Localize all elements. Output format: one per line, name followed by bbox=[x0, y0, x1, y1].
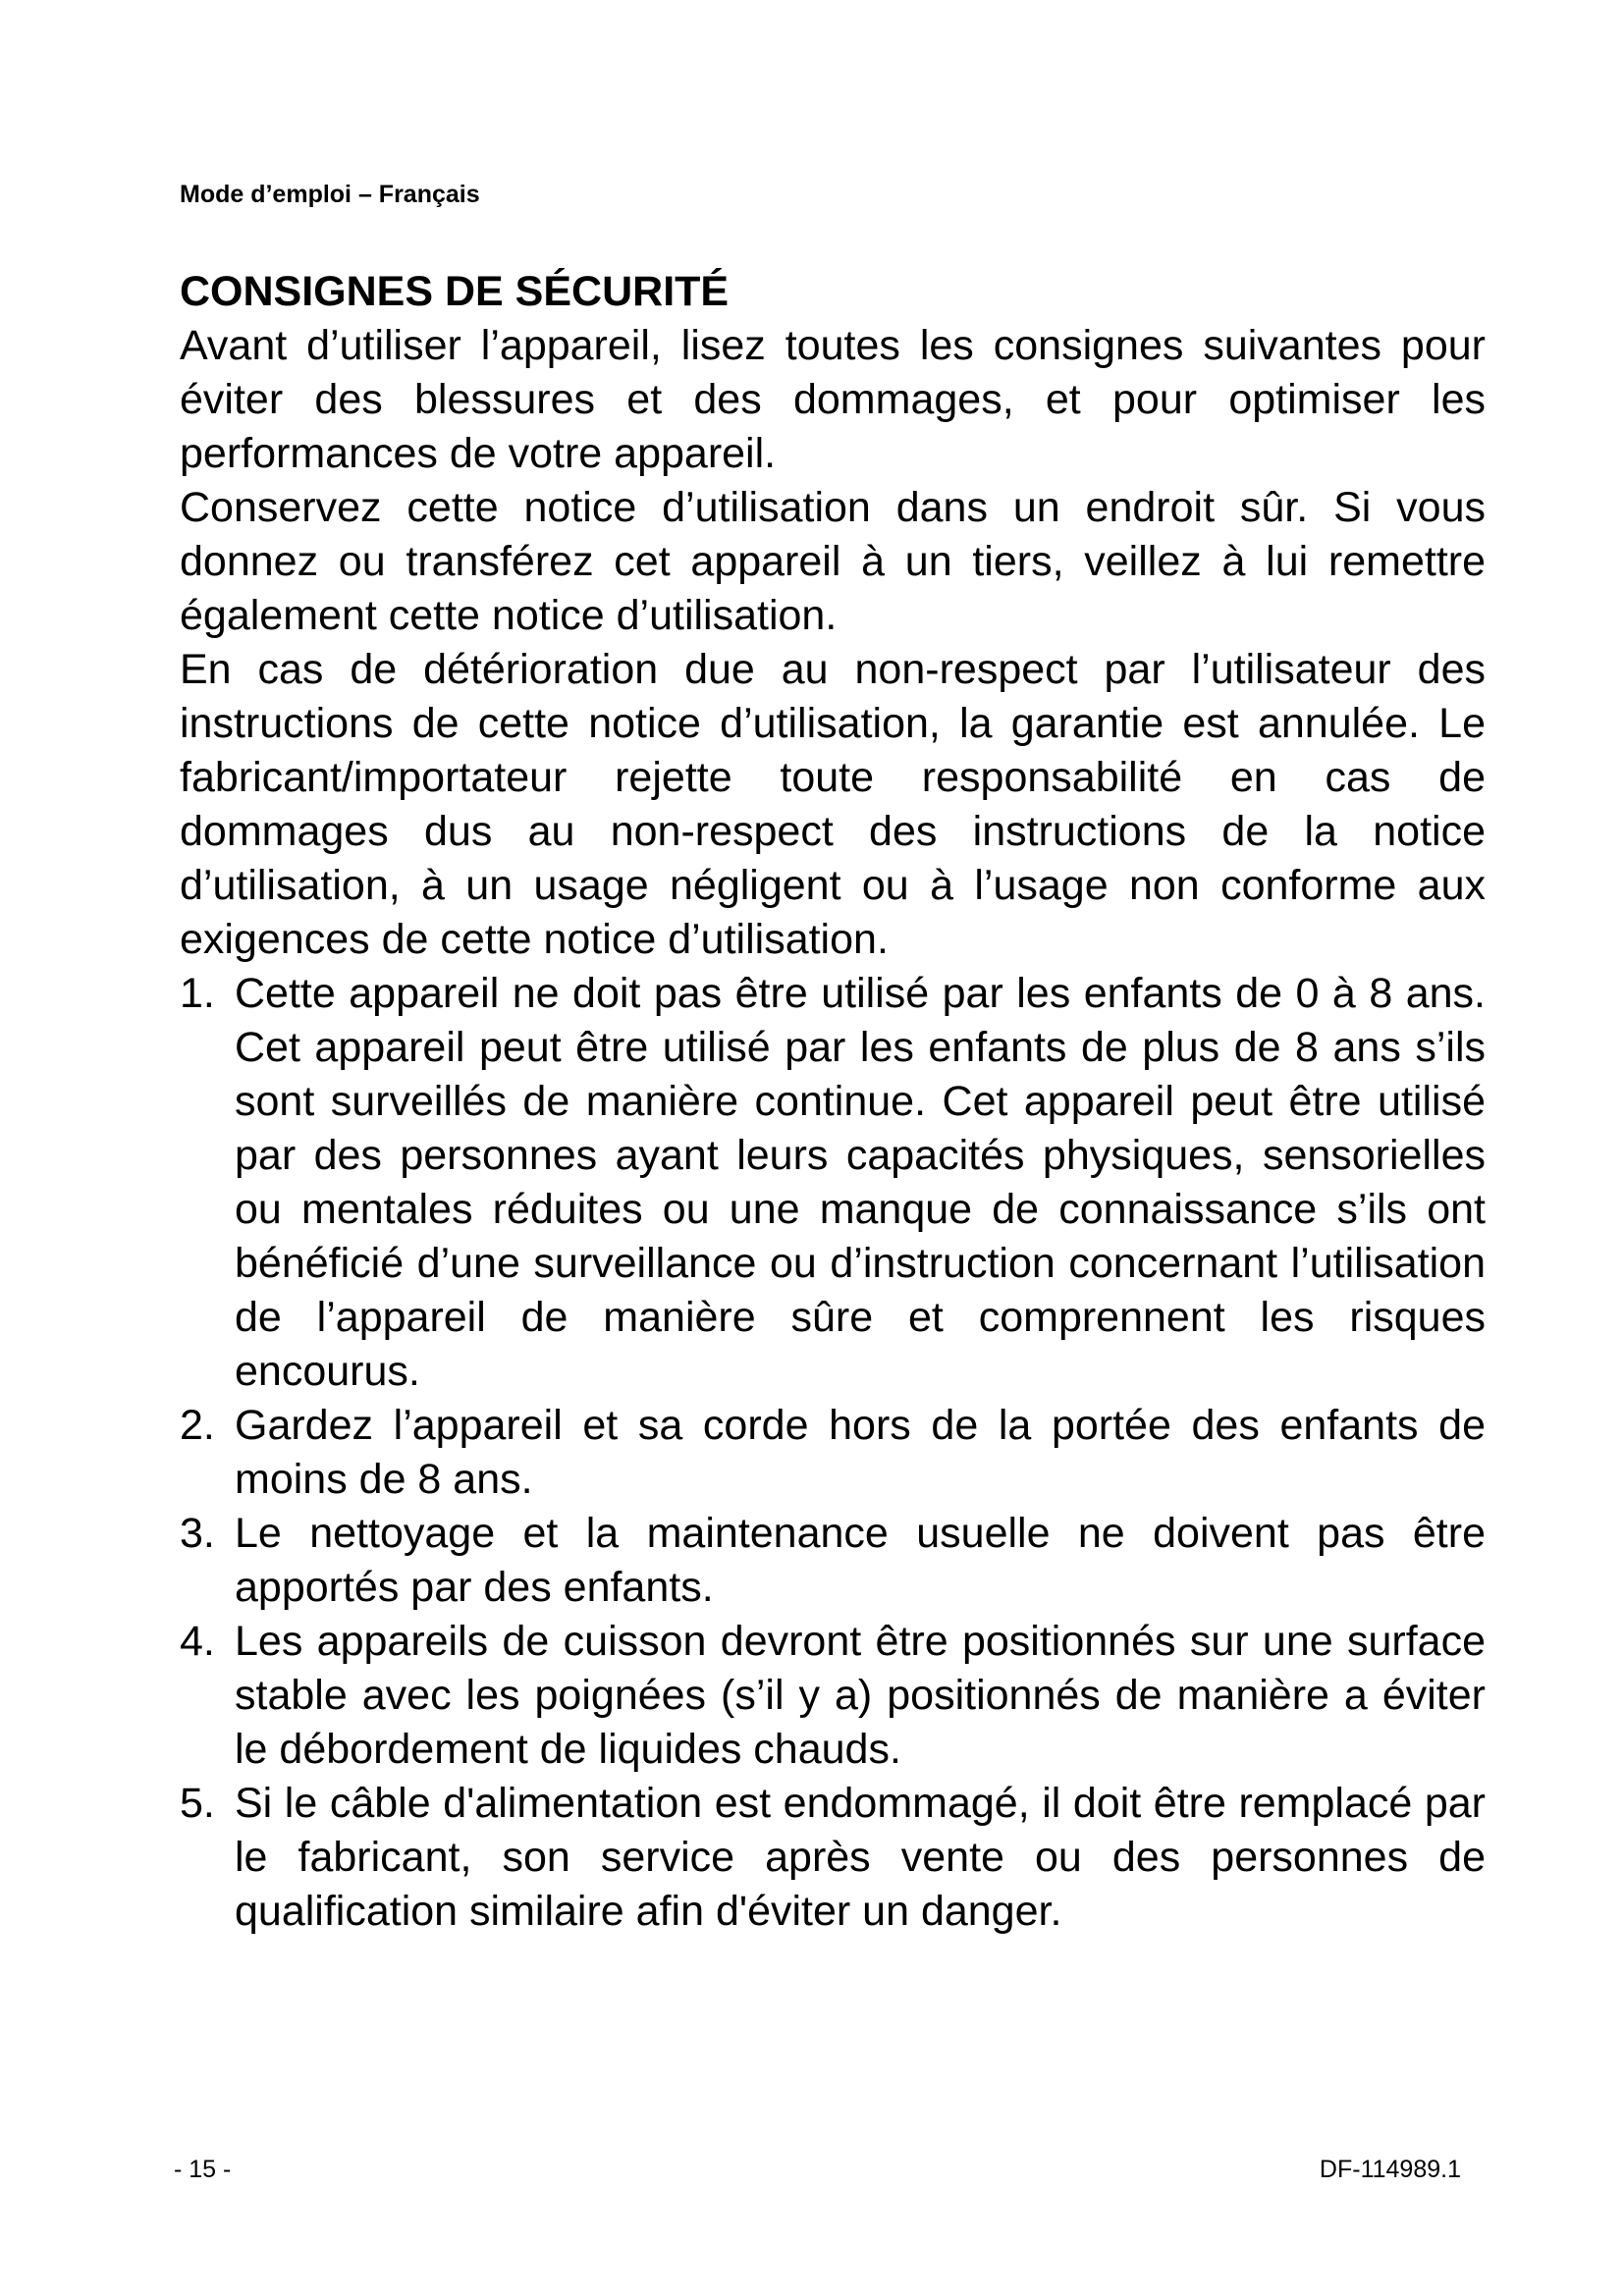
list-item-number: 2. bbox=[180, 1402, 215, 1449]
list-item bbox=[180, 1399, 1486, 1507]
list-item bbox=[180, 1615, 1486, 1777]
list-item-number: 3. bbox=[180, 1510, 215, 1557]
list-item-text: Le nettoyage et la maintenance usuelle ne doivent pas être apportés par des enfants. bbox=[235, 1510, 1486, 1611]
list-item-number: 1. bbox=[180, 970, 215, 1017]
page-number: - 15 - bbox=[174, 2156, 232, 2183]
list-item bbox=[180, 1777, 1486, 1939]
list-item bbox=[180, 967, 1486, 1399]
list-item-number: 5. bbox=[180, 1780, 215, 1827]
list-item-text: Les appareils de cuisson devront être positionnés sur une surface stable avec les poignées (s’il y a) positionnés de manière a éviter le débordement de liquides chauds. bbox=[235, 1618, 1486, 1773]
section-title: CONSIGNES DE SÉCURITÉ bbox=[180, 268, 730, 315]
list-item bbox=[180, 1507, 1486, 1615]
list-item-number: 4. bbox=[180, 1618, 215, 1665]
document-header-label: Mode d’emploi – Français bbox=[180, 181, 480, 208]
safety-section bbox=[180, 265, 1486, 1939]
intro-paragraph: Avant d’utiliser l’appareil, lisez toutes les consignes suivantes pour éviter des blessures et des dommages, et pour optimiser les performances de votre appareil. bbox=[180, 322, 1486, 477]
list-item-text: Cette appareil ne doit pas être utilisé par les enfants de 0 à 8 ans. Cet appareil peut être utilisé par les enfants de plus de 8 ans s’ils sont surveillés de manière continue. Cet appareil peut être utilisé par des personnes ayant leurs capacités physiques, sensorielles ou mentales réduites ou une manque de connaissance s’ils ont bénéficié d’une surveillance ou d’instruction concernant l’utilisation de l’appareil de manière sûre et comprennent les risques encourus. bbox=[235, 970, 1486, 1395]
list-item-text: Gardez l’appareil et sa corde hors de la portée des enfants de moins de 8 ans. bbox=[235, 1402, 1486, 1503]
intro-paragraph: En cas de détérioration due au non-respect par l’utilisateur des instructions de cette notice d’utilisation, la garantie est annulée. Le fabricant/importateur rejette toute responsabilité en cas de dommages dus au non-respect des instructions de la notice d’utilisation, à un usage négligent ou à l’usage non conforme aux exigences de cette notice d’utilisation. bbox=[180, 646, 1486, 963]
list-item-text: Si le câble d'alimentation est endommagé, il doit être remplacé par le fabricant, son service après vente ou des personnes de qualification similaire afin d'éviter un danger. bbox=[235, 1780, 1486, 1935]
intro-paragraph: Conservez cette notice d’utilisation dans un endroit sûr. Si vous donnez ou transférez cet appareil à un tiers, veillez à lui remettre également cette notice d’utilisation. bbox=[180, 484, 1486, 639]
safety-instructions-list bbox=[180, 967, 1486, 1939]
document-reference: DF-114989.1 bbox=[1319, 2156, 1461, 2183]
